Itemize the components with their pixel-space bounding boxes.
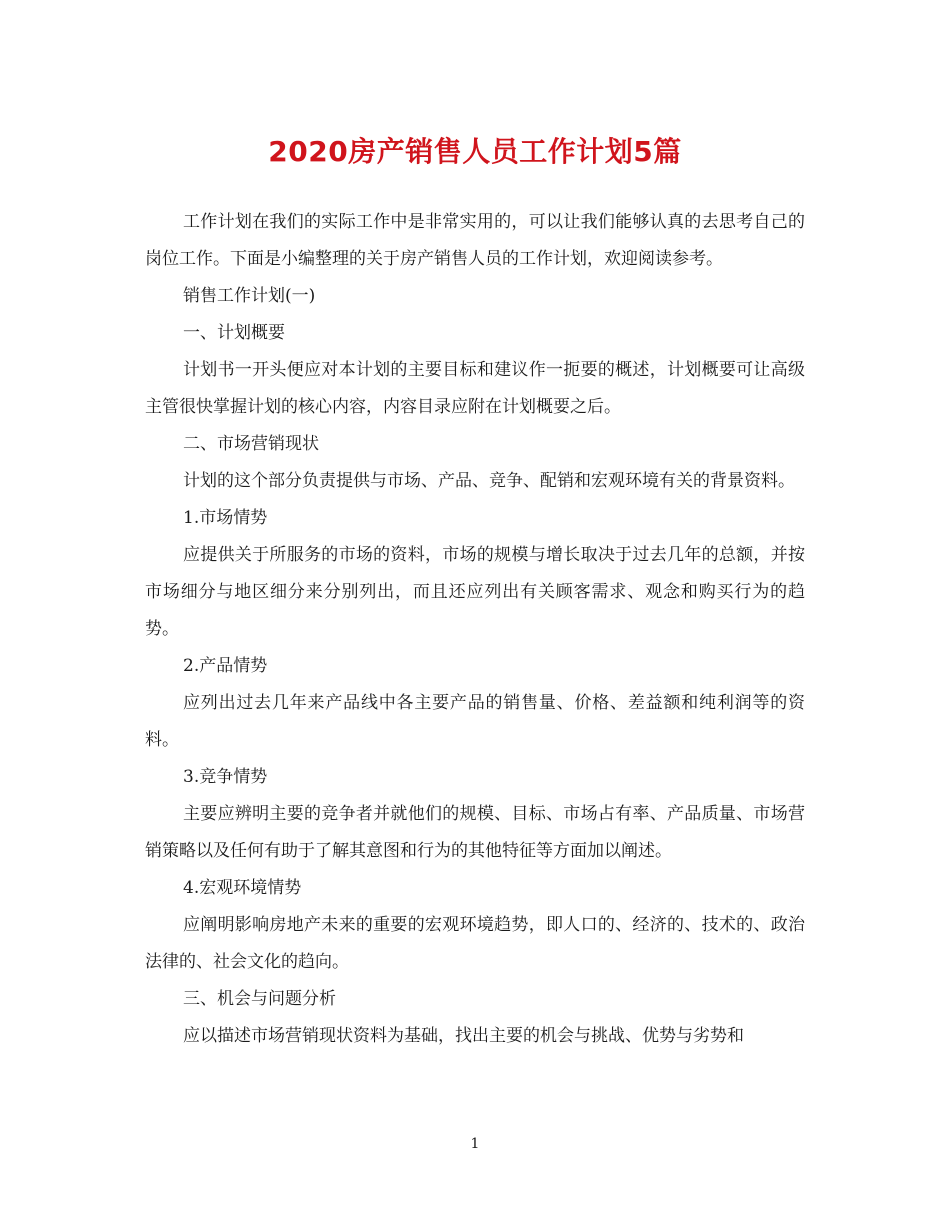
heading-macro-environment: 4.宏观环境情势 [183, 878, 302, 898]
heading-opportunity-analysis: 三、机会与问题分析 [183, 989, 336, 1009]
paragraph-market-situation: 应提供关于所服务的市场的资料，市场的规模与增长取决于过去几年的总额，并按市场细分与地区细分来分别列出，而且还应列出有关顾客需求、观念和购买行为的趋势。 [145, 545, 805, 639]
paragraph-intro: 工作计划在我们的实际工作中是非常实用的，可以让我们能够认真的去思考自己的岗位工作。下面是小编整理的关于房产销售人员的工作计划，欢迎阅读参考。 [145, 212, 805, 269]
paragraph-competition-situation: 主要应辨明主要的竞争者并就他们的规模、目标、市场占有率、产品质量、市场营销策略以及任何有助于了解其意图和行为的其他特征等方面加以阐述。 [145, 804, 805, 861]
paragraph-market-status: 计划的这个部分负责提供与市场、产品、竞争、配销和宏观环境有关的背景资料。 [183, 471, 795, 491]
heading-market-status: 二、市场营销现状 [183, 434, 319, 454]
heading-market-situation: 1.市场情势 [183, 508, 268, 528]
document-body [145, 204, 805, 1055]
page-number: 1 [470, 1136, 480, 1152]
document-title: 2020房产销售人员工作计划5篇 [268, 135, 682, 168]
heading-competition-situation: 3.竞争情势 [183, 767, 268, 787]
paragraph-plan-summary: 计划书一开头便应对本计划的主要目标和建议作一扼要的概述，计划概要可让高级主管很快掌握计划的核心内容，内容目录应附在计划概要之后。 [145, 360, 805, 417]
heading-product-situation: 2.产品情势 [183, 656, 268, 676]
section-heading-plan-one: 销售工作计划(一) [183, 286, 316, 306]
paragraph-macro-environment: 应阐明影响房地产未来的重要的宏观环境趋势，即人口的、经济的、技术的、政治法律的、社会文化的趋向。 [145, 915, 805, 972]
paragraph-opportunity-analysis: 应以描述市场营销现状资料为基础，找出主要的机会与挑战、优势与劣势和 [183, 1026, 744, 1046]
heading-plan-summary: 一、计划概要 [183, 323, 285, 343]
paragraph-product-situation: 应列出过去几年来产品线中各主要产品的销售量、价格、差益额和纯利润等的资料。 [145, 693, 805, 750]
